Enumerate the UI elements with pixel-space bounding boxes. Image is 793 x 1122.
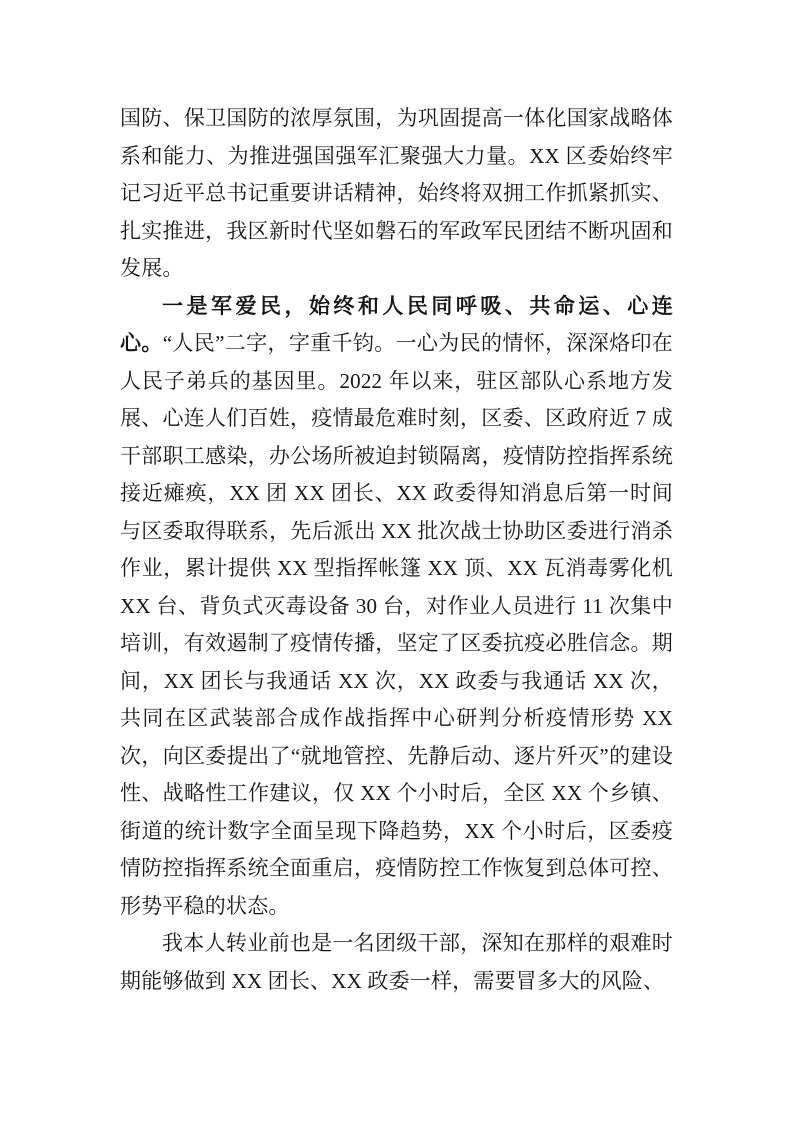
paragraph-continuation: 国防、保卫国防的浓厚氛围，为巩固提高一体化国家战略体系和能力、为推进强国强军汇聚强大力量。XX 区委始终牢记习近平总书记重要讲话精神，始终将双拥工作抓紧抓实、扎实推进，我区新时代坚如磐石的军政军民团结不断巩固和发展。	[120, 106, 673, 280]
paragraph-body-text: “人民”二字，字重千钧。一心为民的情怀，深深烙印在人民子弟兵的基因里。2022 年以来，驻区部队心系地方发展、心连人们百姓，疫情最危难时刻，区委、区政府近 7 成干部职工感染，办公场所被迫封锁隔离，疫情防控指挥系统接近瘫痪，XX 团 XX 团长、XX 政委得知消息后第一时间与区委取得联系，先后派出 XX 批次战士协助区委进行消杀作业，累计提供 XX 型指挥帐篷 XX 顶、XX 瓦消毒雾化机 XX 台、背负式灭毒设备 30 台，对作业人员进行 11 次集中培训，有效遏制了疫情传播，坚定了区委抗疫必胜信念。期间，XX 团长与我通话 XX 次，XX 政委与我通话 XX 次，共同在区武装部合成作战指挥中心研判分析疫情形势 XX 次，向区委提出了“就地管控、先静后动、逐片歼灭”的建设性、战略性工作建议，仅 XX 个小时后，全区 XX 个乡镇、街道的统计数字全面呈现下降趋势，XX 个小时后，区委疫情防控指挥系统全面重启，疫情防控工作恢复到总体可控、形势平稳的状态。	[120, 331, 674, 918]
document-text-block	[120, 100, 673, 1000]
paragraph-bold-lead: 一是军爱民，始终和人民同呼吸、共命运、心连心。	[120, 293, 673, 355]
paragraph-personal-remark: 我本人转业前也是一名团级干部，深知在那样的艰难时期能够做到 XX 团长、XX 政委一样，需要冒多大的风险、	[120, 931, 673, 993]
paragraph-first-point	[120, 288, 673, 926]
